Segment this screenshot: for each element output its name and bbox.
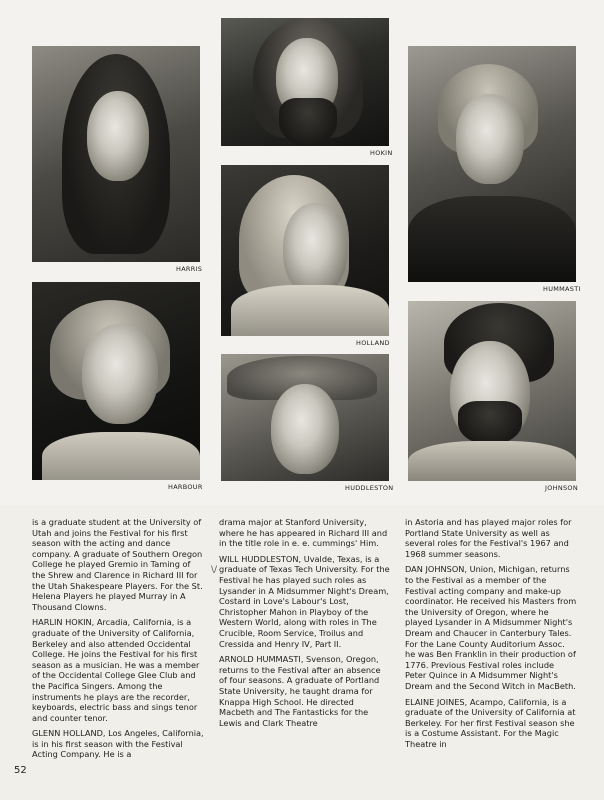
column-1 [32, 517, 204, 765]
page-number: 52 [14, 765, 27, 776]
caption-holland: HOLLAND [356, 339, 390, 347]
caption-huddleston: HUDDLESTON [345, 484, 394, 492]
caption-hokin: HOKIN [370, 149, 393, 157]
column-2 [219, 517, 391, 733]
photo-huddleston [221, 354, 389, 481]
bio-johnson: DAN JOHNSON, Union, Michigan, returns to the Festival as a member of the Festival acting company and make-up coordinator. He received his Masters from the University of Oregon, where he played Lysander in A Midsummer Night's Dream and Chaucer in Canterbury Tales. For the Lane County Auditorium Assoc. he was Ben Franklin in their production of 1776. Previous Festival roles include Peter Quince in A Midsummer Night's Dream and the Second Witch in MacBeth. [405, 564, 577, 691]
bio-joines: ELAINE JOINES, Acampo, California, is a graduate of the University of California at Berkeley. For her first Festival season she is a Costume Assistant. For the Magic Theatre in [405, 696, 576, 749]
photo-harbour [32, 282, 200, 480]
photo-harris [32, 46, 200, 262]
bio-holland: GLENN HOLLAND, Los Angeles, California, is in his first season with the Festival Acting Company. He is a [32, 728, 204, 760]
photo-holland [221, 165, 389, 336]
caption-harris: HARRIS [176, 265, 203, 273]
bio-hokin: HARLIN HOKIN, Arcadia, California, is a graduate of the University of California, Berkeley and also attended Occidental College. He joins the Festival for his first season as a musician. He was a member of the Occidental College Glee Club and the Pacifica Singers. Among the instruments he plays are the recorder, keyboards, electric bass and sings tenor and counter tenor. [32, 617, 200, 723]
caption-harbour: HARBOUR [168, 483, 203, 491]
photo-johnson [408, 301, 576, 481]
bio-hummasti-continued: in Astoria and has played major roles for Portland State University as well as several roles for the Festival's 1967 and 1968 summer seasons. [405, 517, 572, 559]
bio-hummasti: ARNOLD HUMMASTI, Svenson, Oregon, returns to the Festival after an absence of four seasons. A graduate of Portland State University, he taught drama for Knappa High School. He directed Macbeth and The Fantasticks for the Lewis and Clark Theatre [219, 654, 381, 728]
caption-hummasti: HUMMASTI [543, 285, 581, 293]
bio-holland-continued: drama major at Stanford University, where he has appeared in Richard III and in the title role in e. e. cummings' Him. [219, 517, 388, 549]
photo-hummasti [408, 46, 576, 282]
photo-hokin [221, 18, 389, 146]
bio-paragraph: is a graduate student at the University of Utah and joins the Festival for his first season with the acting and dance company. A graduate of Southern Oregon College he played Gremio in Taming of the Shrew and Clarence in Richard III for the Utah Shakespeare Players. For the St. Helena Players he played Murray in A Thousand Clowns. [32, 517, 203, 612]
caption-johnson: JOHNSON [545, 484, 578, 492]
bio-huddleston: WILL HUDDLESTON, Uvalde, Texas, is a graduate of Texas Tech University. For the Festival he has played such roles as Lysander in A Midsummer Night's Dream, Costard in Love's Labour's Lost, Christopher Mahon in Playboy of the Western World, along with roles in The Crucible, Room Service, Troilus and Cressida and Henry IV, Part II. [219, 553, 390, 649]
column-3 [405, 517, 577, 754]
biographies [0, 505, 604, 800]
margin-check-mark: \/ [211, 565, 218, 575]
